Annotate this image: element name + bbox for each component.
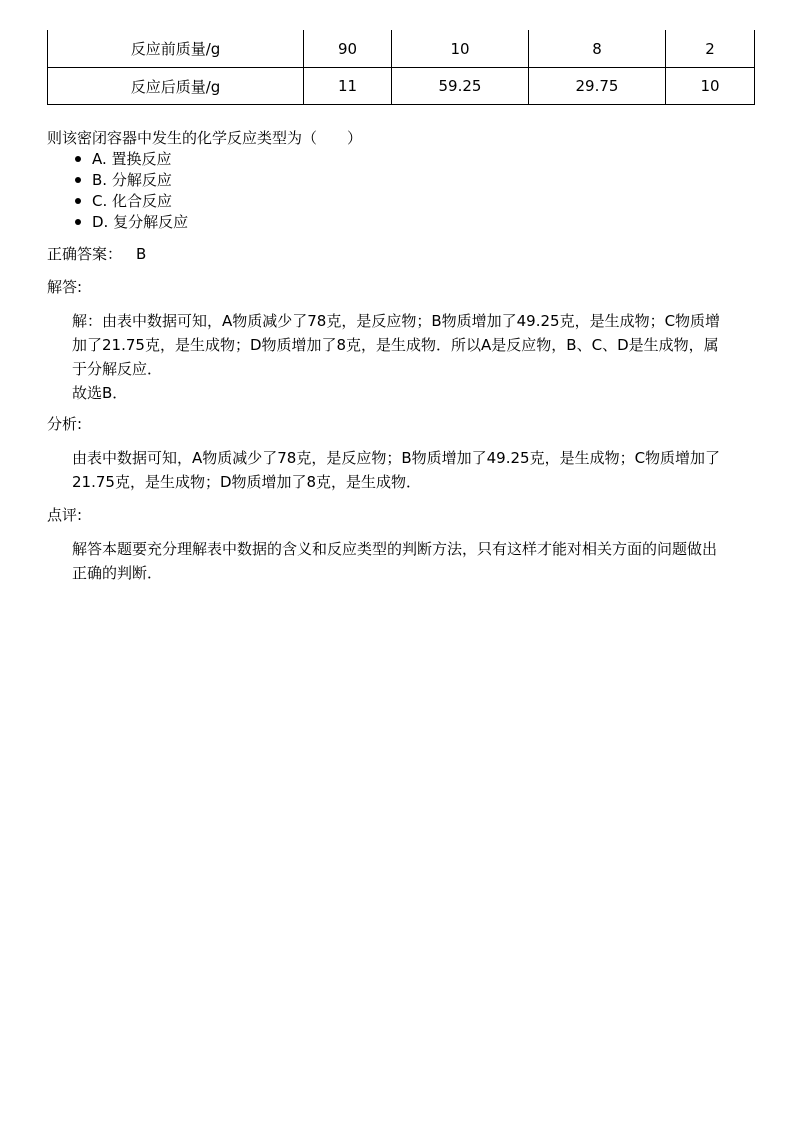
- table-row-label: 反应后质量/g: [48, 68, 304, 105]
- table-cell: 11: [304, 68, 392, 105]
- analysis-text: 由表中数据可知，A物质减少了78克，是反应物；B物质增加了49.25克，是生成物；C物质增加了21.75克，是生成物；D物质增加了8克，是生成物．: [72, 449, 721, 491]
- solution-conclusion: 故选B．: [72, 384, 128, 402]
- option-label: D. 复分解反应: [92, 213, 189, 231]
- table-cell: 2: [666, 30, 755, 68]
- comment-label: 点评:: [47, 506, 83, 524]
- option-label: A. 置换反应: [92, 150, 172, 168]
- correct-answer-value: B: [136, 245, 147, 263]
- solution-body: [72, 309, 722, 405]
- table-row-after-reaction: [48, 68, 755, 105]
- analysis-body: [72, 446, 722, 494]
- table-cell: 90: [304, 30, 392, 68]
- option-d: [73, 212, 188, 233]
- table-row-before-reaction: [48, 30, 755, 68]
- solution-label: 解答:: [47, 278, 83, 296]
- table-row-label: 反应前质量/g: [48, 30, 304, 68]
- bullet-icon: [75, 156, 81, 162]
- solution-text: 解：由表中数据可知，A物质减少了78克，是反应物；B物质增加了49.25克，是生成物；C物质增加了21.75克，是生成物；D物质增加了8克，是生成物．所以A是反应物，B、C、D是生成物，属于分解反应．: [72, 312, 721, 378]
- bullet-icon: [75, 219, 81, 225]
- correct-answer: [47, 244, 146, 264]
- question-text: 则该密闭容器中发生的化学反应类型为（ ）: [47, 129, 363, 147]
- correct-answer-label: 正确答案：: [47, 245, 123, 263]
- mass-data-table: [47, 30, 755, 105]
- option-label: B. 分解反应: [92, 171, 172, 189]
- table-cell: 59.25: [392, 68, 529, 105]
- option-label: C. 化合反应: [92, 192, 173, 210]
- analysis-label: 分析:: [47, 415, 83, 433]
- answer-options-list: [73, 149, 188, 233]
- table-cell: 10: [392, 30, 529, 68]
- option-b: [73, 170, 188, 191]
- comment-text: 解答本题要充分理解表中数据的含义和反应类型的判断方法，只有这样才能对相关方面的问题做出正确的判断．: [72, 540, 718, 582]
- table-cell: 29.75: [529, 68, 666, 105]
- comment-body: [72, 537, 722, 585]
- option-c: [73, 191, 188, 212]
- bullet-icon: [75, 198, 81, 204]
- table-cell: 8: [529, 30, 666, 68]
- table-cell: 10: [666, 68, 755, 105]
- option-a: [73, 149, 188, 170]
- bullet-icon: [75, 177, 81, 183]
